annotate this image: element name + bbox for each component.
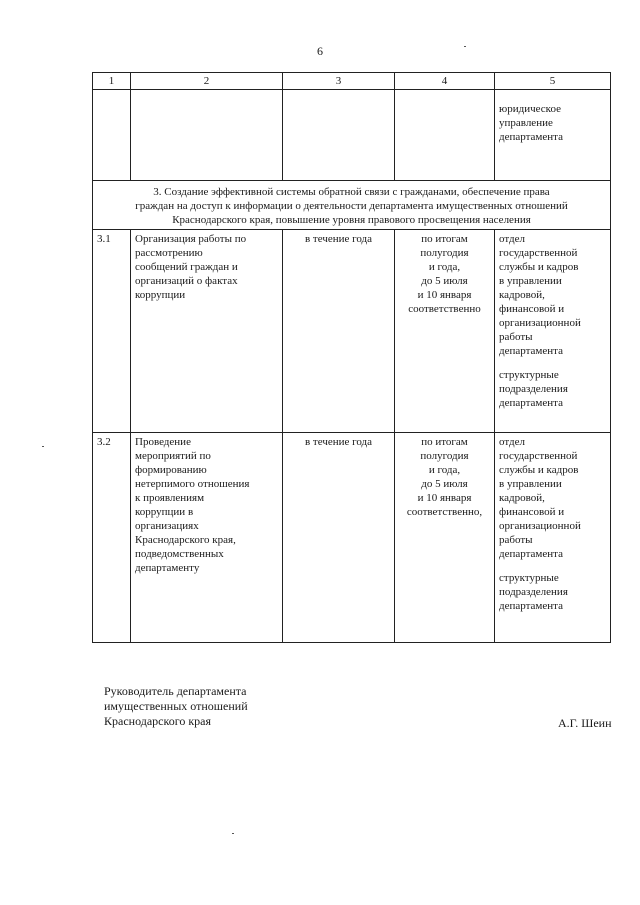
text-line: по итогам [421, 233, 468, 245]
text-line: нетерпимого отношения [135, 478, 250, 490]
text-line: отдел [499, 233, 525, 245]
cell-empty [93, 90, 131, 181]
text-line: и года, [428, 261, 461, 273]
heading-line: граждан на доступ к информации о деятельности департамента имущественных отношений [135, 200, 568, 212]
deadline-cell: в течение года [283, 433, 395, 643]
text-line: подразделения [499, 586, 568, 598]
text-line: департамента [499, 397, 563, 409]
column-number-row [93, 73, 611, 90]
measure-cell [131, 433, 283, 643]
text-line: департамента [499, 600, 563, 612]
row-number: 3.1 [93, 230, 131, 433]
text-line: Проведение [135, 436, 191, 448]
text-line: до 5 июля [421, 275, 468, 287]
text-line: службы и кадров [499, 464, 579, 476]
scan-speck [464, 46, 466, 47]
text-line: подведомственных [135, 548, 224, 560]
table-row [93, 230, 611, 433]
anticorruption-plan-table [92, 72, 611, 643]
signer-position-line: имущественных отношений [104, 699, 248, 713]
cell-empty [395, 90, 495, 181]
continuation-row [93, 90, 611, 181]
cell-empty [131, 90, 283, 181]
report-cell [395, 433, 495, 643]
text-line: мероприятий по [135, 450, 211, 462]
column-number: 2 [131, 73, 283, 90]
text-line: коррупции [135, 289, 186, 301]
signer-name: А.Г. Шеин [558, 716, 612, 730]
text-line: полугодия [420, 247, 469, 259]
column-number: 4 [395, 73, 495, 90]
text-line: к проявлениям [135, 492, 205, 504]
text-line: юридическое [499, 103, 561, 115]
signer-position-line: Краснодарского края [104, 714, 212, 728]
text-line: работы [499, 331, 533, 343]
column-number: 5 [495, 73, 611, 90]
text-line: департамента [499, 548, 563, 560]
text-line: подразделения [499, 383, 568, 395]
text-line: организационной [499, 520, 581, 532]
text-line: финансовой и [499, 506, 565, 518]
cell-empty [283, 90, 395, 181]
responsible-cell [495, 230, 611, 433]
row-number: 3.2 [93, 433, 131, 643]
heading-line: Краснодарского края, повышение уровня правового просвещения населения [172, 214, 531, 226]
scan-speck [42, 446, 44, 447]
column-number: 1 [93, 73, 131, 90]
text-line: департамента [499, 131, 563, 143]
text-line: до 5 июля [421, 478, 468, 490]
text-line: Краснодарского края, [135, 534, 236, 546]
text-line: работы [499, 534, 533, 546]
text-line: полугодия [420, 450, 469, 462]
text-line: и 10 января [417, 492, 472, 504]
page-number: 6 [317, 44, 323, 58]
text-line: по итогам [421, 436, 468, 448]
text-line: рассмотрению [135, 247, 203, 259]
text-line: финансовой и [499, 303, 565, 315]
text-line: коррупции в [135, 506, 194, 518]
signer-position-line: Руководитель департамента [104, 684, 247, 698]
text-line: департамента [499, 345, 563, 357]
text-line: отдел [499, 436, 525, 448]
text-line: департаменту [135, 562, 200, 574]
text-line: организациях [135, 520, 199, 532]
text-line: организационной [499, 317, 581, 329]
text-line: и 10 января [417, 289, 472, 301]
signature-block [104, 684, 248, 729]
text-line: в управлении [499, 275, 562, 287]
text-line: структурные [499, 369, 559, 381]
section-heading-row [93, 181, 611, 230]
text-line: организаций о фактах [135, 275, 238, 287]
measure-cell [131, 230, 283, 433]
text-line: Организация работы по [135, 233, 247, 245]
report-cell [395, 230, 495, 433]
text-line: и года, [428, 464, 461, 476]
text-line: кадровой, [499, 492, 545, 504]
text-line: кадровой, [499, 289, 545, 301]
table-row [93, 433, 611, 643]
text-line: структурные [499, 572, 559, 584]
column-number: 3 [283, 73, 395, 90]
scan-speck [232, 833, 234, 834]
responsible-cell [495, 433, 611, 643]
text-line: формированию [135, 464, 207, 476]
text-line: службы и кадров [499, 261, 579, 273]
heading-line: 3. Создание эффективной системы обратной связи с гражданами, обеспечение права [153, 186, 550, 198]
text-line: соответственно, [406, 506, 483, 518]
deadline-cell: в течение года [283, 230, 395, 433]
text-line: управление [499, 117, 553, 129]
section-heading [93, 181, 611, 230]
responsible-cell [495, 90, 611, 181]
text-line: государственной [499, 247, 578, 259]
text-line: соответственно [408, 303, 481, 315]
text-line: в управлении [499, 478, 562, 490]
text-line: государственной [499, 450, 578, 462]
text-line: сообщений граждан и [135, 261, 238, 273]
